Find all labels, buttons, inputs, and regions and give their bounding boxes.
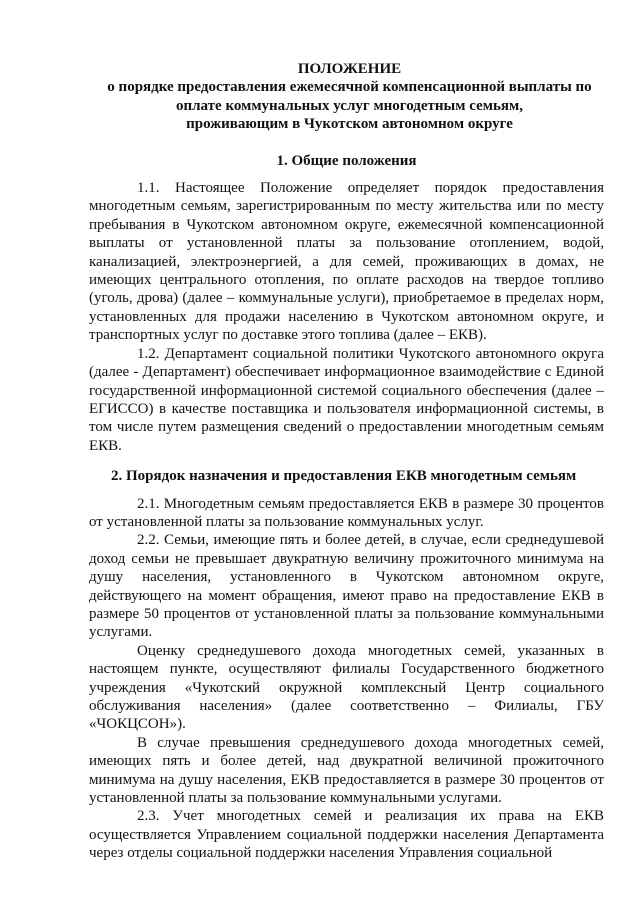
- document-subtitle-line: о порядке предоставления ежемесячной компенсационной выплаты по: [107, 79, 592, 96]
- document-title: ПОЛОЖЕНИЕ: [297, 61, 402, 77]
- paragraph: 1.1. Настоящее Положение определяет порядок предоставления многодетным семьям, зарегистрированным по месту жительства или по месту пребывания в Чукотском автономном округе, ежемесячной компенсационной выплаты от установленной платы за пользование отоплением, водой, канализацией, электроэнергией, а для семей, проживающих в домах, не имеющих центрального отопления, по оплате расходов на твердое топливо (уголь, дрова) (далее – коммунальные услуги), приобретаемое в пределах норм, установленных для продажи населению в Чукотском автономном округе, и транспортных услуг по доставке этого топлива (далее – ЕКВ).: [89, 180, 604, 344]
- section-heading: 2. Порядок назначения и предоставления ЕКВ многодетным семьям: [111, 468, 577, 485]
- section-general-provisions: [89, 152, 604, 456]
- paragraph: 2.1. Многодетным семьям предоставляется ЕКВ в размере 30 процентов от установленной платы за пользование коммунальных услуг.: [89, 495, 604, 530]
- paragraph: Оценку среднедушевого дохода многодетных семей, указанных в настоящем пункте, осуществляют филиалы Государственного бюджетного учреждения «Чукотский окружной комплексный Центр социального обслуживания населения» (далее соответственно – Филиалы, ГБУ «ЧОКЦСОН»).: [89, 642, 604, 733]
- paragraph: 2.2. Семьи, имеющие пять и более детей, в случае, если среднедушевой доход семьи не превышает двукратную величину прожиточного минимума на душу населения, установленного в Чукотском автономном округе, действующего на момент обращения, имеют право на предоставление ЕКВ в размере 50 процентов от установленной платы за пользование коммунальными услугами.: [89, 532, 604, 641]
- section-heading: 1. Общие положения: [276, 152, 417, 169]
- document-subtitle-line: проживающим в Чукотском автономном округе: [186, 116, 513, 133]
- document-subtitle-line: оплате коммунальных услуг многодетным семьям,: [176, 97, 523, 114]
- section-procedure: [89, 467, 604, 863]
- paragraph: 1.2. Департамент социальной политики Чукотского автономного округа (далее - Департамент) обеспечивает информационное взаимодействие с Единой государственной информационной системой социального обеспечения (далее –ЕГИССО) в качестве поставщика и пользователя информационной системы, в том числе путем размещения сведений о предоставлении многодетным семьям ЕКВ.: [89, 345, 604, 454]
- document-title-block: [89, 60, 604, 134]
- paragraph: 2.3. Учет многодетных семей и реализация их права на ЕКВ осуществляется Управлением социальной поддержки населения Департамента через отделы социальной поддержки населения Управления социальной: [89, 808, 604, 862]
- paragraph: В случае превышения среднедушевого дохода многодетных семей, имеющих пять и более детей, над двукратной величиной прожиточного минимума на душу населения, ЕКВ предоставляется в размере 30 процентов от установленной платы за пользование коммунальными услугами.: [89, 734, 604, 807]
